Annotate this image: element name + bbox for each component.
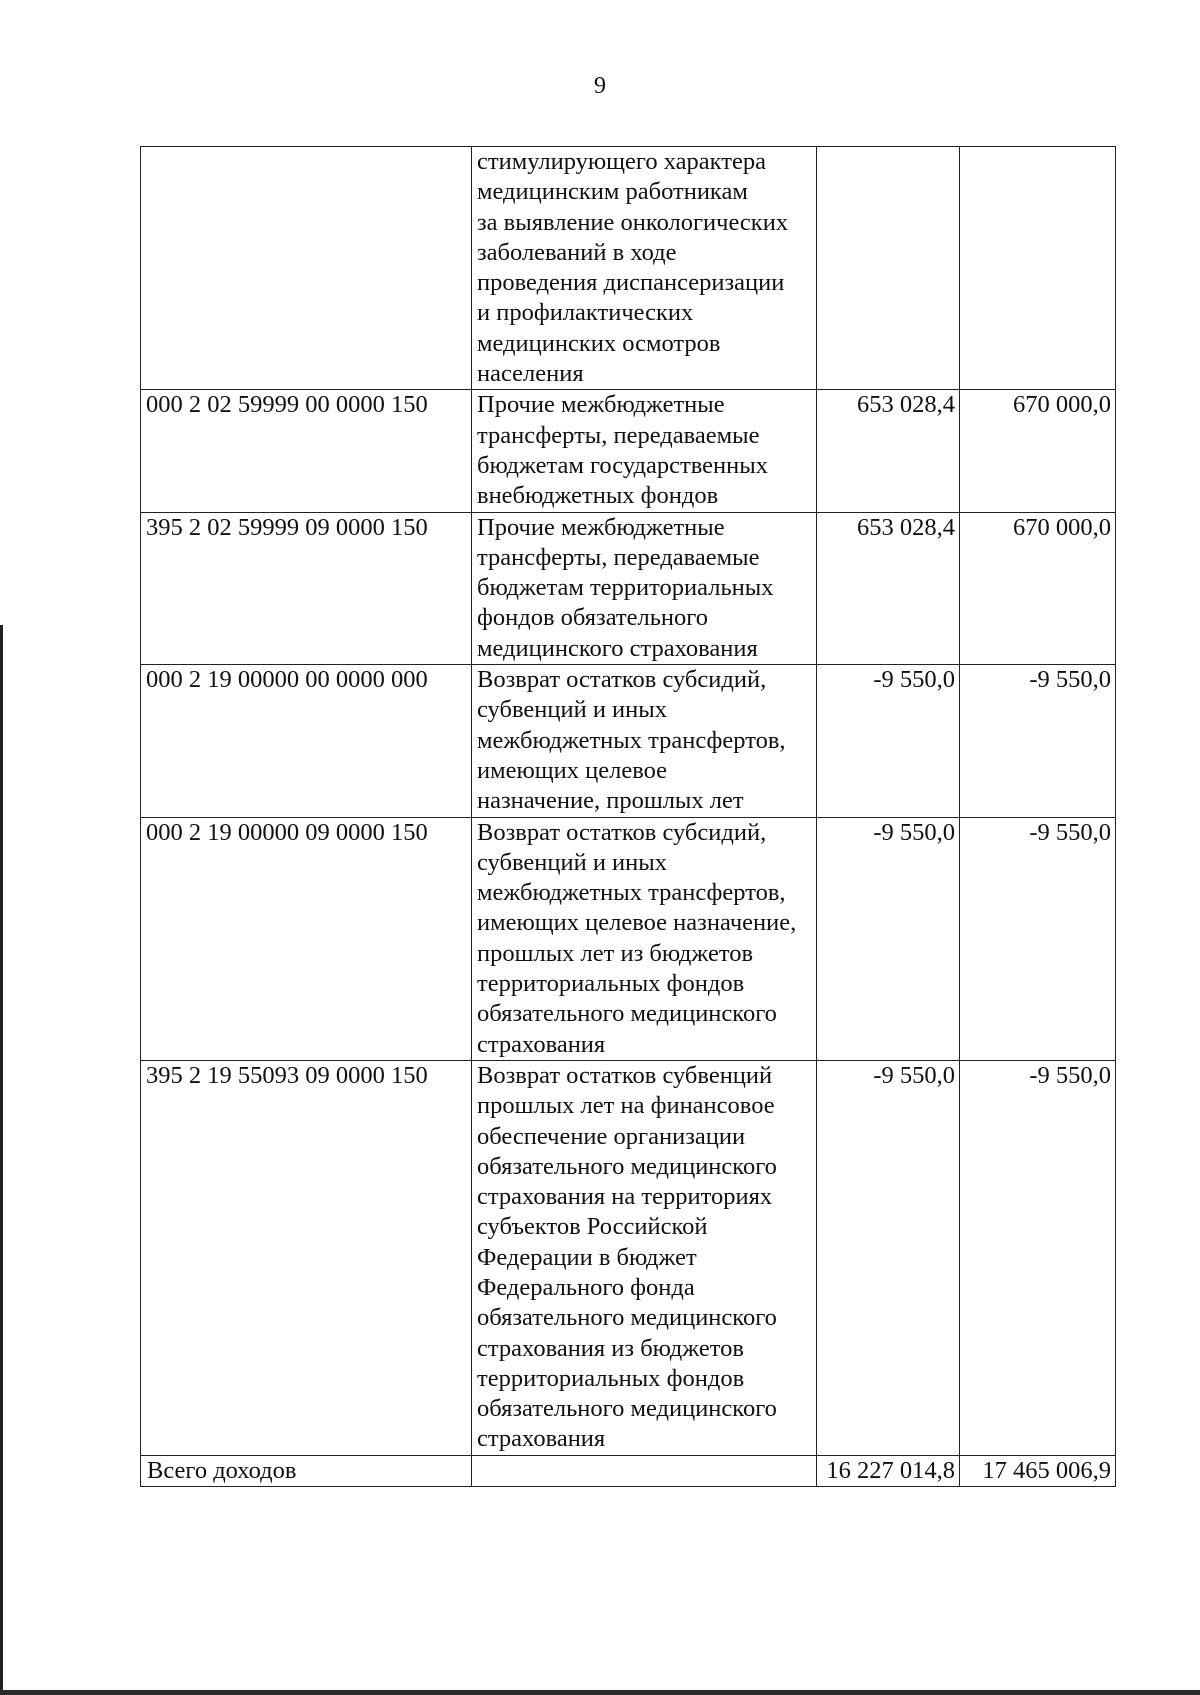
description-line: имеющих целевое xyxy=(477,756,668,784)
description-line: обязательного медицинского xyxy=(477,1152,777,1180)
description-line: обязательного медицинского xyxy=(477,1304,777,1332)
total-row xyxy=(141,1455,1116,1486)
description-line: страхования из бюджетов xyxy=(477,1334,744,1362)
description-line: Возврат остатков субсидий, xyxy=(477,818,767,846)
description-line: имеющих целевое назначение, xyxy=(477,909,797,937)
row-description xyxy=(472,817,817,1060)
description-line: обязательного медицинского xyxy=(477,1395,777,1423)
description-line: прошлых лет из бюджетов xyxy=(477,939,754,967)
description-line: внебюджетных фондов xyxy=(477,482,719,510)
row-description xyxy=(472,665,817,817)
description-line: трансферты, передаваемые xyxy=(477,421,760,449)
description-line: межбюджетных трансфертов, xyxy=(477,879,786,907)
description-line: страхования xyxy=(477,1030,606,1058)
description-line: обеспечение организации xyxy=(477,1122,746,1150)
description-line: фондов обязательного xyxy=(477,604,708,632)
description-line: стимулирующего характера xyxy=(477,148,766,175)
description-line: прошлых лет на финансовое xyxy=(477,1092,775,1120)
description-line: заболеваний в ходе xyxy=(477,238,677,266)
description-line: бюджетам территориальных xyxy=(477,574,774,602)
scan-edge-line xyxy=(0,625,3,1695)
row-value-1 xyxy=(817,147,960,390)
total-value-1: 16 227 014,8 xyxy=(817,1455,960,1486)
table-row xyxy=(141,817,1116,1060)
description-line: территориальных фондов xyxy=(477,970,745,998)
scan-bottom-edge xyxy=(0,1690,1200,1695)
row-description xyxy=(472,390,817,512)
row-value-2: 670 000,0 xyxy=(960,390,1116,512)
description-line: медицинским работникам xyxy=(477,178,748,206)
row-value-2: -9 550,0 xyxy=(960,1060,1116,1455)
row-value-1: 653 028,4 xyxy=(817,390,960,512)
table-row xyxy=(141,147,1116,390)
row-value-1: -9 550,0 xyxy=(817,817,960,1060)
row-value-2: -9 550,0 xyxy=(960,665,1116,817)
row-code: 000 2 19 00000 00 0000 000 xyxy=(141,665,472,817)
description-line: Федерального фонда xyxy=(477,1273,695,1301)
description-line: проведения диспансеризации xyxy=(477,269,785,297)
total-description xyxy=(472,1455,817,1486)
description-line: территориальных фондов xyxy=(477,1364,745,1392)
description-line: Возврат остатков субсидий, xyxy=(477,666,767,694)
row-code: 000 2 02 59999 00 0000 150 xyxy=(141,390,472,512)
description-line: бюджетам государственных xyxy=(477,451,768,479)
row-value-1: 653 028,4 xyxy=(817,512,960,664)
description-line: за выявление онкологических xyxy=(477,208,789,236)
row-description xyxy=(472,512,817,664)
description-line: страхования xyxy=(477,1425,606,1453)
table-row xyxy=(141,665,1116,817)
description-line: страхования на территориях xyxy=(477,1183,773,1211)
description-line: назначение, прошлых лет xyxy=(477,787,744,815)
description-line: Возврат остатков субвенций xyxy=(477,1061,773,1089)
row-code xyxy=(141,147,472,390)
revenue-table-body xyxy=(141,147,1116,1456)
total-label: Всего доходов xyxy=(141,1455,472,1486)
description-line: трансферты, передаваемые xyxy=(477,543,760,571)
row-value-1: -9 550,0 xyxy=(817,1060,960,1455)
row-description xyxy=(472,1060,817,1455)
row-code: 395 2 19 55093 09 0000 150 xyxy=(141,1060,472,1455)
table-row xyxy=(141,512,1116,664)
row-code: 395 2 02 59999 09 0000 150 xyxy=(141,512,472,664)
description-line: Федерации в бюджет xyxy=(477,1243,697,1271)
table-row xyxy=(141,390,1116,512)
description-line: и профилактических xyxy=(477,299,694,327)
row-code: 000 2 19 00000 09 0000 150 xyxy=(141,817,472,1060)
revenue-table xyxy=(140,146,1116,1487)
total-value-2: 17 465 006,9 xyxy=(960,1455,1116,1486)
row-value-1: -9 550,0 xyxy=(817,665,960,817)
description-line: субвенций и иных xyxy=(477,696,667,724)
description-line: субъектов Российской xyxy=(477,1213,708,1241)
row-value-2 xyxy=(960,147,1116,390)
row-value-2: 670 000,0 xyxy=(960,512,1116,664)
table-row xyxy=(141,1060,1116,1455)
description-line: медицинского страхования xyxy=(477,634,758,662)
description-line: обязательного медицинского xyxy=(477,1000,777,1028)
row-value-2: -9 550,0 xyxy=(960,817,1116,1060)
description-line: Прочие межбюджетные xyxy=(477,391,725,419)
description-line: населения xyxy=(477,360,584,388)
description-line: Прочие межбюджетные xyxy=(477,513,725,541)
description-line: медицинских осмотров xyxy=(477,329,721,357)
row-description xyxy=(472,147,817,390)
description-line: субвенций и иных xyxy=(477,848,667,876)
page-number: 9 xyxy=(594,73,606,99)
description-line: межбюджетных трансфертов, xyxy=(477,726,786,754)
